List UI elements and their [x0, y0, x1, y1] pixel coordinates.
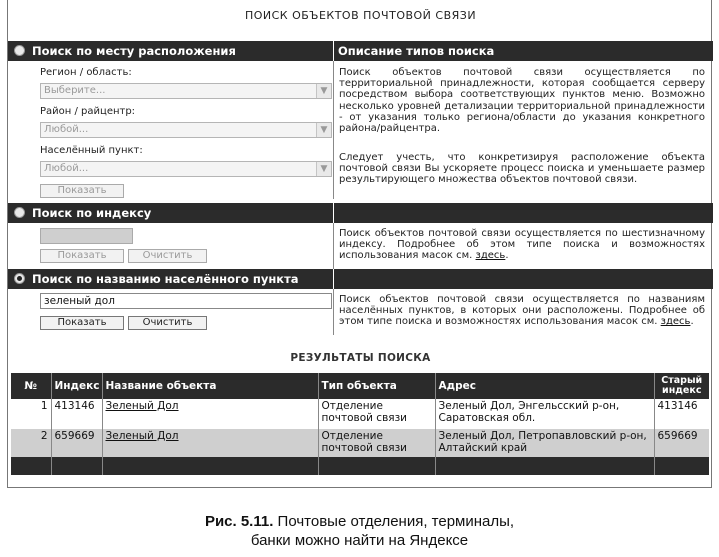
- locality-label: Населённый пункт:: [40, 145, 143, 156]
- col-address: Адрес: [435, 373, 654, 399]
- name-search-title: Поиск по названию населённого пункта: [32, 272, 299, 286]
- caption-line-1: [0, 512, 719, 531]
- name-show-button[interactable]: Показать: [40, 316, 124, 330]
- region-label: Регион / область:: [40, 67, 132, 78]
- caption-text-1: Почтовые отделения, терминалы,: [277, 513, 515, 530]
- index-description: Поиск объектов почтовой связи осуществляется по шестизначному индексу. Подробнее об этом типе поиска и возможностях использования масок см. здесь.: [339, 228, 705, 262]
- search-page: [7, 0, 712, 488]
- name-input[interactable]: зеленый дол: [40, 293, 332, 309]
- col-type: Тип объекта: [318, 373, 435, 399]
- object-name-link[interactable]: Зеленый Дол: [105, 430, 179, 442]
- row-num: 2: [11, 429, 51, 457]
- col-name: Название объекта: [102, 373, 318, 399]
- index-show-button[interactable]: Показать: [40, 249, 124, 263]
- location-show-button[interactable]: Показать: [40, 184, 124, 198]
- col-num: №: [11, 373, 51, 399]
- row-address: Зеленый Дол, Петропавловский р-он, Алтайский край: [435, 429, 654, 457]
- row-name: [102, 429, 318, 457]
- table-row: [11, 429, 709, 457]
- name-clear-button[interactable]: Очистить: [128, 316, 207, 330]
- chevron-down-icon: ▼: [316, 123, 331, 137]
- figure-caption: [0, 512, 719, 550]
- table-row: [11, 399, 709, 429]
- index-clear-button[interactable]: Очистить: [128, 249, 207, 263]
- location-description-note: Следует учесть, что конкретизируя расположение объекта почтовой связи Вы ускоряете процесс поиска и уменьшаете размер результирующего множества объектов почтовой связи.: [339, 152, 705, 186]
- region-select-value: Выберите...: [44, 85, 106, 96]
- row-num: 1: [11, 399, 51, 429]
- locality-select-value: Любой...: [44, 163, 89, 174]
- region-select[interactable]: [40, 83, 332, 99]
- results-footer-row: [11, 457, 709, 475]
- page-title: ПОИСК ОБЪЕКТОВ ПОЧТОВОЙ СВЯЗИ: [244, 9, 477, 22]
- row-old-index: 413146: [654, 399, 709, 429]
- row-address: Зеленый Дол, Энгельсский р-он, Саратовская обл.: [435, 399, 654, 429]
- chevron-down-icon: ▼: [316, 162, 331, 176]
- results-header-row: [11, 373, 709, 399]
- location-search-title: Поиск по месту расположения: [32, 44, 236, 58]
- column-divider: [333, 289, 334, 335]
- index-input[interactable]: [40, 228, 133, 244]
- chevron-down-icon: ▼: [316, 84, 331, 98]
- col-old-index: Старый индекс: [654, 373, 709, 399]
- results-table: [11, 373, 709, 475]
- column-divider: [333, 223, 334, 269]
- name-description-header-bar: [334, 269, 713, 289]
- row-old-index: 659669: [654, 429, 709, 457]
- index-search-title: Поиск по индексу: [32, 206, 152, 220]
- location-search-radio[interactable]: [14, 45, 25, 56]
- results-title: РЕЗУЛЬТАТЫ ПОИСКА: [290, 352, 431, 364]
- caption-text-2: банки можно найти на Яндексе: [250, 532, 469, 549]
- row-type: Отделение почтовой связи: [318, 429, 435, 457]
- description-header: Описание типов поиска: [334, 41, 713, 61]
- district-select-value: Любой...: [44, 124, 89, 135]
- caption-figure-number: Рис. 5.11.: [204, 513, 274, 530]
- column-divider: [333, 61, 334, 199]
- locality-select[interactable]: [40, 161, 332, 177]
- index-help-link[interactable]: здесь: [475, 250, 506, 262]
- object-name-link[interactable]: Зеленый Дол: [105, 400, 179, 412]
- district-select[interactable]: [40, 122, 332, 138]
- row-index: 659669: [51, 429, 102, 457]
- name-description: Поиск объектов почтовой связи осуществляется по названиям населённых пунктов, в которых они расположены. Подробнее об этом типе поиска и возможностях использования масок см. здесь.: [339, 294, 705, 328]
- name-search-radio[interactable]: [14, 273, 25, 284]
- row-type: Отделение почтовой связи: [318, 399, 435, 429]
- index-search-radio[interactable]: [14, 207, 25, 218]
- name-search-header[interactable]: [8, 269, 333, 289]
- col-index: Индекс: [51, 373, 102, 399]
- index-description-header-bar: [334, 203, 713, 223]
- name-help-link[interactable]: здесь: [660, 316, 691, 328]
- row-name: [102, 399, 318, 429]
- row-index: 413146: [51, 399, 102, 429]
- location-description: Поиск объектов почтовой связи осуществляется по территориальной принадлежности, которая сообщается серверу посредством выбора соответствующих пунктов меню. Возможно несколько уровней детализации территориальной принадлежности - от указания только региона/области до указания конкретного района/райцентра.: [339, 67, 705, 135]
- location-search-header[interactable]: [8, 41, 333, 61]
- district-label: Район / райцентр:: [40, 106, 136, 117]
- name-description-text: Поиск объектов почтовой связи осуществляется по названиям населённых пунктов, в которых они расположены. Подробнее об этом типе поиска и возможностях использования масок см.: [339, 294, 705, 328]
- index-search-header[interactable]: [8, 203, 333, 223]
- index-description-text: Поиск объектов почтовой связи осуществляется по шестизначному индексу. Подробнее об этом типе поиска и возможностях использования масок см.: [339, 228, 705, 262]
